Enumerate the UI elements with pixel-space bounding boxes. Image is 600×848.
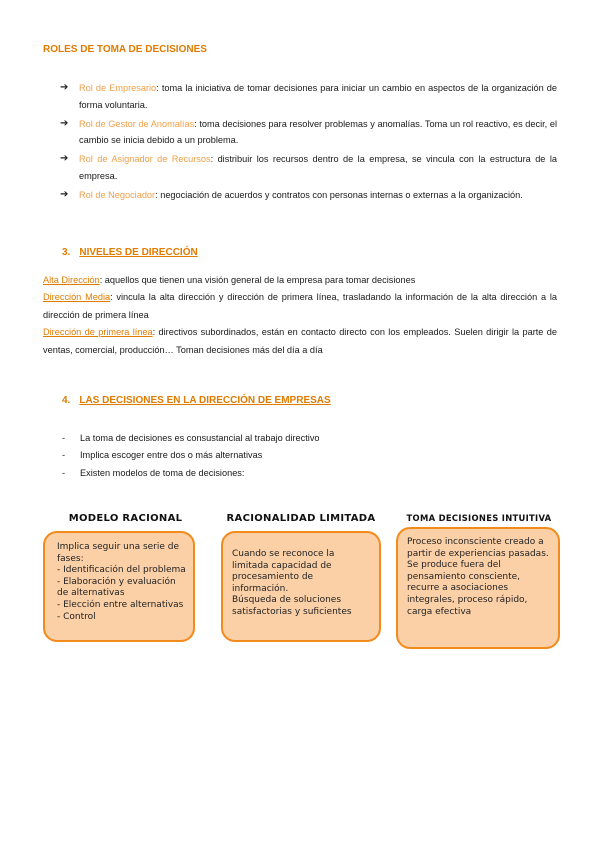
model-box-intuitiva (396, 527, 560, 649)
list-item (60, 151, 557, 184)
arrow-icon: ➔ (60, 82, 69, 93)
model-body: Implica seguir una serie de fases: - Identificación del problema - Elaboración y evaluación de alternativas - Elección entre alternativas - Control (57, 542, 186, 622)
level-description: : directivos subordinados, están en contacto directo con los empleados. Suelen dirigir la parte de ventas, comercial, producción… Toman decisiones más del día a día (43, 327, 557, 355)
model-title-intuitiva: TOMA DECISIONES INTUITIVA (406, 513, 552, 523)
section-title: LAS DECISIONES EN LA DIRECCIÓN DE EMPRESAS (79, 395, 331, 406)
level-name: Dirección de primera línea (43, 327, 153, 338)
list-item (60, 116, 557, 149)
role-name: Rol de Empresario (79, 83, 157, 93)
section-number: 4. (62, 395, 71, 406)
level-description: : aquellos que tienen una visión general de la empresa para tomar decisiones (99, 275, 416, 285)
dash-icon: - (62, 450, 66, 461)
list-item (60, 187, 557, 204)
level-description: : vincula la alta dirección y dirección de primera línea, trasladando la información de la alta dirección a la dirección de primera línea (43, 292, 557, 320)
model-body: Proceso inconsciente creado a partir de experiencias pasadas. Se produce fuera del pensamiento consciente, recurre a asociaciones integrales, proceso rápido, carga efectiva (407, 537, 549, 617)
list-item: - Implica escoger entre dos o más alternativas (62, 447, 320, 464)
level-item (43, 289, 557, 324)
decisions-list (62, 430, 320, 482)
model-title-limitada: RACIONALIDAD LIMITADA (226, 513, 376, 524)
list-item (60, 80, 557, 113)
list-item: - La toma de decisiones es consustancial al trabajo directivo (62, 430, 320, 447)
arrow-icon: ➔ (60, 117, 69, 129)
section-number: 3. (62, 247, 71, 258)
model-box-limitada (221, 531, 381, 642)
roles-list (60, 80, 557, 206)
role-description: : negociación de acuerdos y contratos con personas internas o externas a la organización. (155, 190, 523, 201)
section-heading-decisions (62, 395, 331, 406)
section-title: NIVELES DE DIRECCIÓN (79, 247, 198, 258)
section-heading-levels (62, 247, 198, 258)
role-name: Rol de Gestor de Anomalías (79, 118, 195, 129)
role-description: : toma decisiones para resolver problemas y anomalías. Toma un rol reactivo, es decir, el cambio se inicia debido a un problema. (79, 118, 558, 146)
arrow-icon: ➔ (60, 153, 69, 165)
level-item (43, 324, 557, 359)
role-name: Rol de Negociador (79, 190, 156, 201)
level-item (43, 272, 557, 289)
model-title-racional: MODELO RACIONAL (68, 513, 183, 524)
role-name: Rol de Asignador de Recursos (79, 154, 211, 165)
role-description: : distribuir los recursos dentro de la empresa, se vincula con la estructura de la empresa. (79, 154, 557, 181)
arrow-icon: ➔ (60, 189, 69, 201)
levels-paragraph (43, 272, 557, 359)
list-item: - Existen modelos de toma de decisiones: (62, 465, 320, 482)
section-heading-roles: ROLES DE TOMA DE DECISIONES (43, 44, 207, 55)
level-name: Dirección Media (43, 292, 111, 303)
model-body: Cuando se reconoce la limitada capacidad de procesamiento de información. Búsqueda de soluciones satisfactorias y suficientes (232, 549, 352, 617)
dash-icon: - (62, 467, 66, 478)
dash-icon: - (62, 433, 66, 443)
level-name: Alta Dirección (43, 275, 100, 285)
model-box-racional (43, 531, 195, 642)
role-description: : toma la iniciativa de tomar decisiones para iniciar un cambio en aspectos de la organización de forma voluntaria. (79, 83, 558, 110)
